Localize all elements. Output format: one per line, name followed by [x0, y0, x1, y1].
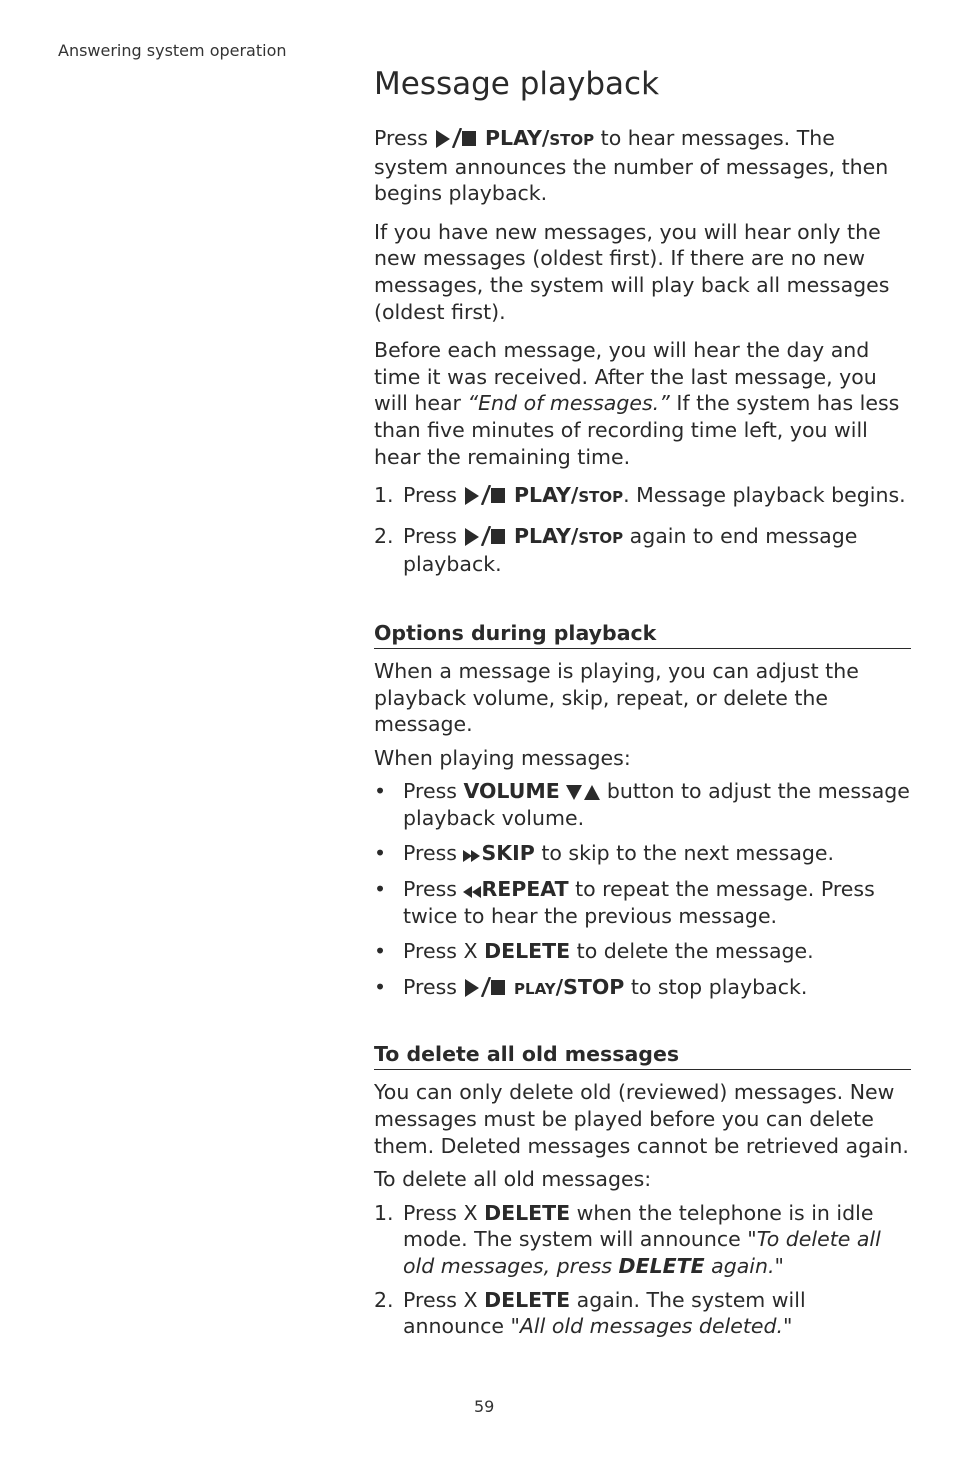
- delete-all-paragraph-1: You can only delete old (reviewed) messages. New messages must be played before you can delete them. Deleted messages cannot be retrieved again.: [374, 1080, 909, 1158]
- delete-all-paragraph-2: To delete all old messages:: [374, 1167, 652, 1192]
- main-content: [374, 64, 911, 1352]
- list-item: • Press X DELETE to delete the message.: [374, 939, 814, 964]
- playback-steps: [374, 482, 911, 578]
- rewind-icon: [463, 885, 481, 899]
- options-list: [374, 778, 911, 1002]
- x-icon: X: [463, 939, 478, 964]
- play-stop-icon: [463, 485, 507, 505]
- list-item: • Press PLAY/STOP to stop playback.: [374, 974, 808, 999]
- list-item: 2. Press PLAY/STOP again to end message playback.: [374, 523, 858, 577]
- list-item: • Press VOLUME button to adjust the message playback volume.: [374, 779, 910, 830]
- page-number: 59: [474, 1397, 495, 1416]
- delete-all-heading: To delete all old messages: [374, 1041, 911, 1070]
- skip-forward-icon: [463, 849, 481, 863]
- list-item: • Press REPEAT to repeat the message. Press twice to hear the previous message.: [374, 877, 875, 928]
- x-icon: X: [463, 1200, 478, 1225]
- options-heading: Options during playback: [374, 620, 911, 649]
- options-paragraph-2: When playing messages:: [374, 745, 631, 770]
- list-item: 1. Press PLAY/STOP. Message playback begins.: [374, 483, 906, 508]
- delete-all-steps: [374, 1200, 911, 1340]
- list-item: • Press SKIP to skip to the next message.: [374, 841, 835, 866]
- intro-paragraph-1: Press PLAY/STOP to hear messages. The system announces the number of messages, then begins playback.: [374, 126, 889, 206]
- running-header: Answering system operation: [58, 41, 287, 60]
- intro-paragraph-3: Before each message, you will hear the day and time it was received. After the last message, you will hear “End of messages.” If the system has less than five minutes of recording time left, you will hear the remaining time.: [374, 338, 900, 469]
- x-icon: X: [463, 1287, 478, 1312]
- intro-paragraph-2: If you have new messages, you will hear only the new messages (oldest first). If there are no new messages, the system will play back all messages (oldest first).: [374, 219, 890, 324]
- play-stop-icon: [434, 128, 478, 148]
- play-stop-icon: [463, 977, 507, 997]
- list-item: 2. Press X DELETE again. The system will announce "All old messages deleted.": [374, 1287, 806, 1339]
- volume-down-up-icon: [566, 783, 600, 801]
- play-stop-icon: [463, 526, 507, 546]
- list-item: 1. Press X DELETE when the telephone is in idle mode. The system will announce "To delete all old messages, press DELETE again.": [374, 1200, 881, 1278]
- options-paragraph-1: When a message is playing, you can adjust the playback volume, skip, repeat, or delete the message.: [374, 658, 859, 737]
- page-title: Message playback: [374, 66, 660, 102]
